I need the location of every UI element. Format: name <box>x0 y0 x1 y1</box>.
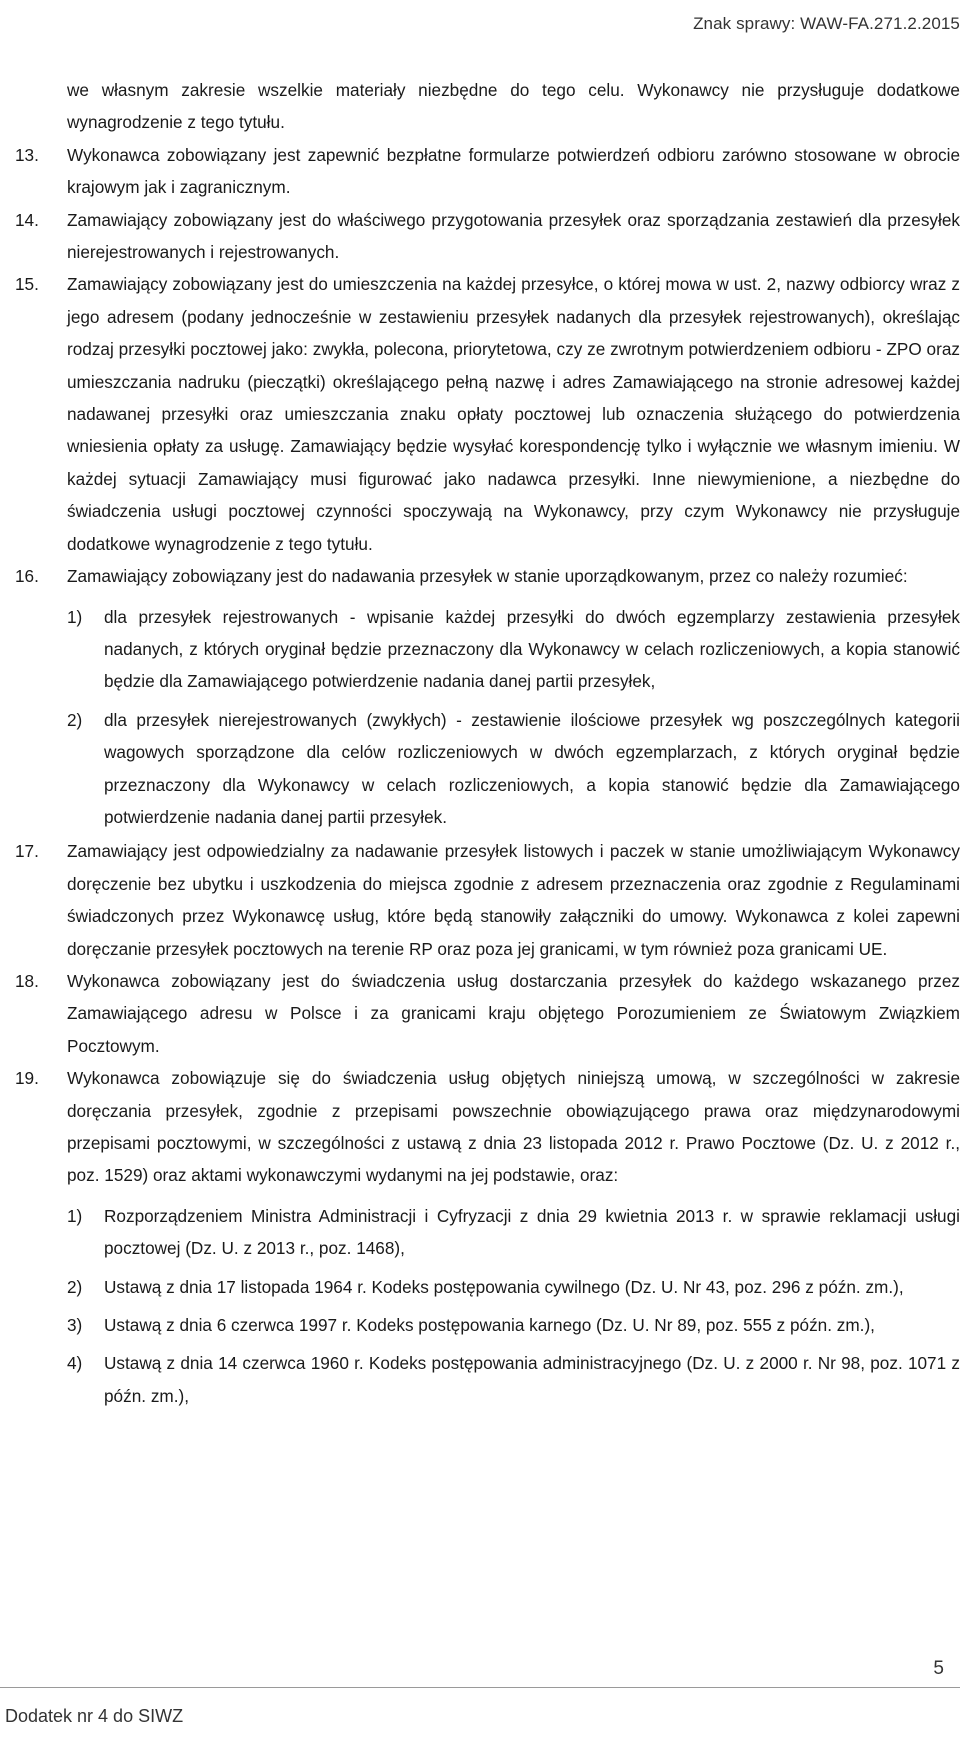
sub-item-19-1 <box>67 1200 960 1265</box>
item-number: 16. <box>15 566 39 587</box>
item-number: 18. <box>15 970 39 991</box>
footer-attachment-label: Dodatek nr 4 do SIWZ <box>5 1706 184 1726</box>
item-number: 13. <box>15 144 39 165</box>
sub-item-text: Rozporządzeniem Ministra Administracji i Cyfryzacji z dnia 29 kwietnia 2013 r. w sprawie reklamacji usługi pocztowej (Dz. U. z 2013 r., poz. 1468), <box>104 1205 960 1259</box>
sub-item-16-1 <box>67 601 960 698</box>
item-text: Wykonawca zobowiązany jest zapewnić bezpłatne formularze potwierdzeń odbioru zarówno stosowane w obrocie krajowym jak i zagranicznym. <box>67 144 960 198</box>
sub-item-number: 2) <box>67 709 83 730</box>
sub-item-19-3 <box>67 1309 960 1341</box>
list-item-17 <box>0 835 960 965</box>
sub-item-text: dla przesyłek nierejestrowanych (zwykłych) - zestawienie ilościowe przesyłek wg poszczególnych kategorii wagowych sporządzone dla celów rozliczeniowych w dwóch egzemplarzach, z których oryginał będzie przeznaczony dla Wykonawcy w celach rozliczeniowych, a kopia stanowić będzie dla Zamawiającego potwierdzenie nadania danej partii przesyłek. <box>104 709 960 827</box>
list-item-19 <box>0 1062 960 1192</box>
sub-item-number: 1) <box>67 1205 83 1226</box>
sub-item-19-4 <box>67 1347 960 1412</box>
sub-item-text: Ustawą z dnia 17 listopada 1964 r. Kodeks postępowania cywilnego (Dz. U. Nr 43, poz. 296 z późn. zm.), <box>104 1276 904 1297</box>
continuation-text: we własnym zakresie wszelkie materiały niezbędne do tego celu. Wykonawcy nie przysługuje dodatkowe wynagrodzenie z tego tytułu. <box>67 80 960 133</box>
item-number: 15. <box>15 274 39 295</box>
item-number: 17. <box>15 841 39 862</box>
sub-item-number: 3) <box>67 1315 83 1336</box>
sub-item-number: 1) <box>67 606 83 627</box>
list-item-16 <box>0 560 960 592</box>
sub-item-text: Ustawą z dnia 14 czerwca 1960 r. Kodeks postępowania administracyjnego (Dz. U. z 2000 r. Nr 98, poz. 1071 z późn. zm.), <box>104 1353 960 1406</box>
item-text: Zamawiający zobowiązany jest do właściwego przygotowania przesyłek oraz sporządzania zestawień dla przesyłek nierejestrowanych i rejestrowanych. <box>67 209 960 263</box>
item-text: Wykonawca zobowiązany jest do świadczenia usług dostarczania przesyłek do każdego wskazanego przez Zamawiającego adresu w Polsce i za granicami kraju objętego Porozumieniem ze Światowym Związkiem Pocztowym. <box>67 970 960 1056</box>
item-text: Zamawiający zobowiązany jest do umieszczenia na każdej przesyłce, o której mowa w ust. 2, nazwy odbiorcy wraz z jego adresem (podany jednocześnie w zestawieniu przesyłek nadanych dla przesyłek rejestrowanych), określając rodzaj przesyłki pocztowej jako: zwykła, polecona, priorytetowa, czy ze zwrotnym potwierdzeniem odbioru - ZPO oraz umieszczania nadruku (pieczątki) określającego pełną nazwę i adres Zamawiającego na stronie adresowej każdej nadawanej przesyłki oraz umieszczania znaku opłaty pocztowej lub oznaczenia służącego do potwierdzenia wniesienia opłaty za usługę. Zamawiający będzie wysyłać korespondencję tylko i wyłącznie we własnym imieniu. W każdej sytuacji Zamawiający musi figurować jako nadawca przesyłki. Inne niewymienione, a niezbędne do świadczenia usługi pocztowej czynności spoczywają na Wykonawcy, przy czym Wykonawcy nie przysługuje dodatkowe wynagrodzenie z tego tytułu. <box>67 274 960 554</box>
footer-divider <box>0 1687 960 1688</box>
sub-item-16-2 <box>67 704 960 834</box>
sub-item-number: 2) <box>67 1276 83 1297</box>
list-item-15 <box>0 268 960 560</box>
case-number-header: Znak sprawy: WAW-FA.271.2.2015 <box>693 14 960 33</box>
item-text: Zamawiający jest odpowiedzialny za nadawanie przesyłek listowych i paczek w stanie umożliwiającym Wykonawcy doręczenie bez ubytku i uszkodzenia do miejsca zgodnie z adresem przeznaczenia oraz zgodnie z Regulaminami świadczonych przez Wykonawcę usług, które będą stanowiły załączniki do umowy. Wykonawca z kolei zapewni doręczanie przesyłek pocztowych na terenie RP oraz poza jej granicami, w tym również poza granicami UE. <box>67 841 960 959</box>
sub-item-19-2 <box>67 1271 960 1303</box>
document-body <box>0 74 960 1412</box>
list-item-18 <box>0 965 960 1062</box>
item-number: 19. <box>15 1068 39 1089</box>
sub-item-text: Ustawą z dnia 6 czerwca 1997 r. Kodeks postępowania karnego (Dz. U. Nr 89, poz. 555 z późn. zm.), <box>104 1315 875 1336</box>
item-text: Zamawiający zobowiązany jest do nadawania przesyłek w stanie uporządkowanym, przez co należy rozumieć: <box>67 566 908 587</box>
item-number: 14. <box>15 209 39 230</box>
continuation-paragraph <box>0 74 960 139</box>
list-item-13 <box>0 139 960 204</box>
page-number: 5 <box>933 1658 944 1679</box>
sub-item-text: dla przesyłek rejestrowanych - wpisanie każdej przesyłki do dwóch egzemplarzy zestawienia przesyłek nadanych, z których oryginał będzie przeznaczony dla Wykonawcy w celach rozliczeniowych, a kopia stanowić będzie dla Zamawiającego potwierdzenie nadania danej partii przesyłek, <box>104 606 960 692</box>
sub-item-number: 4) <box>67 1353 83 1374</box>
list-item-14 <box>0 204 960 269</box>
item-text: Wykonawca zobowiązuje się do świadczenia usług objętych niniejszą umową, w szczególności w zakresie doręczania przesyłek, zgodnie z przepisami powszechnie obowiązującego prawa oraz międzynarodowymi przepisami pocztowymi, w szczególności z ustawą z dnia 23 listopada 2012 r. Prawo Pocztowe (Dz. U. z 2012 r., poz. 1529) oraz aktami wykonawczymi wydanymi na jej podstawie, oraz: <box>67 1068 960 1186</box>
